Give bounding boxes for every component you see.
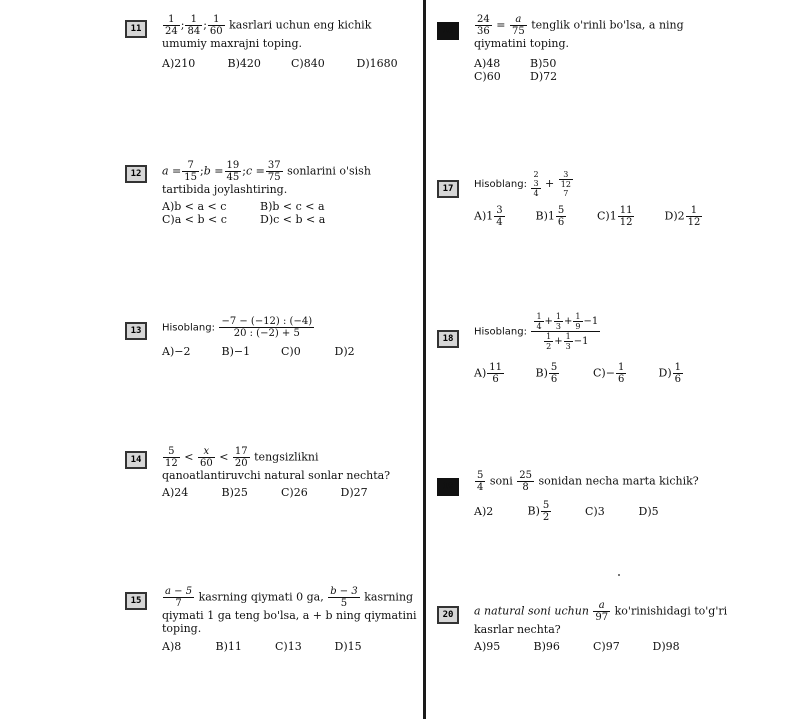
scan-speck <box>618 574 620 576</box>
problem-statement: Hisoblang: $\frac{-7 - (-12) : (-4)}{20 : (-2) + 5}$ <box>162 316 313 339</box>
option-d[interactable]: D)72 <box>530 70 558 83</box>
option-d[interactable]: D)15 <box>334 640 362 653</box>
problem-number: 14 <box>125 451 147 469</box>
answer-options <box>474 57 594 83</box>
option-a[interactable]: A)24 <box>162 486 189 499</box>
problem-number-blacked: 19 <box>437 478 459 496</box>
option-b[interactable]: B) $\frac{5}{2}$ <box>527 500 550 523</box>
problem-statement: $\frac{5}{4}$ soni $\frac{25}{8}$ sonidan necha marta kichik? <box>477 470 699 493</box>
problem-number: 11 <box>125 20 147 38</box>
problem-number: 20 <box>437 606 459 624</box>
problem-statement: $\frac{a - 5}{7}$ kasrning qiymati 0 ga, $\frac{b - 3}{5}$ kasrning qiymati 1 ga teng bo'lsa, a + b ning qiymatini toping. <box>162 586 417 635</box>
problem-statement: $\frac{5}{12}$ < $\frac{x}{60}$ < $\frac{17}{20}$ tengsizlikni qanoatlantiruvchi natural sonlar nechta? <box>162 446 391 482</box>
problem-number: 12 <box>125 165 147 183</box>
answer-options <box>162 345 375 358</box>
option-b[interactable]: B)−1 <box>221 345 251 358</box>
problem-number: 18 <box>437 330 459 348</box>
option-a[interactable]: A)48 <box>474 57 501 70</box>
option-a[interactable]: A)1 $\frac{3}{4}$ <box>474 205 503 228</box>
statement-text: tengsizlikni qanoatlantiruvchi natural sonlar nechta? <box>162 450 391 482</box>
option-a[interactable]: A)210 <box>162 57 196 70</box>
problem-statement: Hisoblang: $\frac{1}{4}$ + $\frac{1}{3}$ + $\frac{1}{9}$ −1 $\frac{1}{2}$ + $\frac{1}{3}$ −1 <box>474 312 599 351</box>
answer-options <box>162 486 388 499</box>
option-c[interactable]: C)a < b < c <box>162 213 227 226</box>
problem-statement: $\frac{1}{24}$ ; $\frac{1}{84}$ ; $\frac{1}{60}$ kasrlari uchun eng kichik umumiy maxrajni toping. <box>162 14 372 50</box>
option-c[interactable]: C)0 <box>281 345 301 358</box>
statement-text: kasrlari uchun eng kichik umumiy maxrajni toping. <box>162 18 372 50</box>
problem-number: 15 <box>125 592 147 610</box>
option-d[interactable]: D)2 <box>334 345 355 358</box>
option-d[interactable]: D) $\frac{1}{6}$ <box>658 362 681 385</box>
option-b[interactable]: B)1 $\frac{5}{6}$ <box>535 205 565 228</box>
option-a[interactable]: A)8 <box>162 640 182 653</box>
option-d[interactable]: D)c < b < a <box>260 213 326 226</box>
option-c[interactable]: C)3 <box>585 504 605 518</box>
problem-statement: a = $\frac{7}{15}$ ;b = $\frac{19}{45}$ ;c = $\frac{37}{75}$ sonlarini o'sish tartibida joylashtiring. <box>162 160 371 196</box>
option-b[interactable]: B)11 <box>215 640 242 653</box>
answer-options <box>474 500 679 523</box>
option-a[interactable]: A)−2 <box>162 345 191 358</box>
option-a[interactable]: A)2 <box>474 504 494 518</box>
option-a[interactable]: A) $\frac{11}{6}$ <box>474 362 502 385</box>
option-d[interactable]: D)1680 <box>356 57 398 70</box>
statement-text: sonlarini o'sish tartibida joylashtiring. <box>162 164 371 196</box>
answer-options <box>474 362 704 385</box>
option-c[interactable]: C)− $\frac{1}{6}$ <box>593 362 625 385</box>
option-c[interactable]: C)60 <box>474 70 501 83</box>
answer-options <box>162 57 418 70</box>
fraction: $\frac{1}{84}$ <box>187 14 201 37</box>
column-divider <box>423 0 426 719</box>
answer-options <box>474 640 700 653</box>
option-c[interactable]: C)26 <box>281 486 308 499</box>
option-c[interactable]: C)13 <box>275 640 302 653</box>
option-b[interactable]: B)b < c < a <box>260 200 325 213</box>
problem-number: 13 <box>125 322 147 340</box>
compound-fraction: $\frac{1}{4}$ + $\frac{1}{3}$ + $\frac{1}{9}$ −1 $\frac{1}{2}$ + $\frac{1}{3}$ −1 <box>531 312 600 351</box>
option-d[interactable]: D)27 <box>340 486 368 499</box>
option-b[interactable]: B)420 <box>227 57 261 70</box>
option-c[interactable]: C)840 <box>291 57 325 70</box>
problem-statement: Hisoblang: 2 3 4 + 3 12 7 <box>474 170 571 198</box>
expression-fraction: $\frac{-7 - (-12) : (-4)}{20 : (-2) + 5}$ <box>221 316 313 339</box>
answer-options <box>474 205 723 228</box>
fraction: $\frac{1}{24}$ <box>165 14 178 37</box>
option-b[interactable]: B)96 <box>533 640 560 653</box>
option-b[interactable]: B)25 <box>221 486 248 499</box>
option-d[interactable]: D)2 $\frac{1}{12}$ <box>664 205 701 228</box>
option-d[interactable]: D)5 <box>638 504 659 518</box>
problem-statement: $\frac{24}{36}$ = $\frac{a}{75}$ tenglik o'rinli bo'lsa, a ning qiymatini toping. <box>474 14 684 50</box>
option-c[interactable]: C)1 $\frac{11}{12}$ <box>597 205 633 228</box>
problem-number-blacked: 16 <box>437 22 459 40</box>
option-c[interactable]: C)97 <box>593 640 620 653</box>
fraction: $\frac{1}{60}$ <box>209 14 223 37</box>
option-b[interactable]: B)50 <box>530 57 557 70</box>
option-d[interactable]: D)98 <box>652 640 680 653</box>
problem-number: 17 <box>437 180 459 198</box>
nested-fraction: 2 3 4 <box>533 170 539 198</box>
option-a[interactable]: A)95 <box>474 640 501 653</box>
nested-fraction: 3 12 7 <box>560 170 571 198</box>
problem-statement: a natural soni uchun $\frac{a}{97}$ ko'rinishidagi to'g'ri kasrlar nechta? <box>474 600 728 636</box>
option-a[interactable]: A)b < a < c <box>162 200 227 213</box>
answer-options <box>162 640 382 653</box>
option-b[interactable]: B) $\frac{5}{6}$ <box>535 362 558 385</box>
answer-options <box>162 200 412 226</box>
